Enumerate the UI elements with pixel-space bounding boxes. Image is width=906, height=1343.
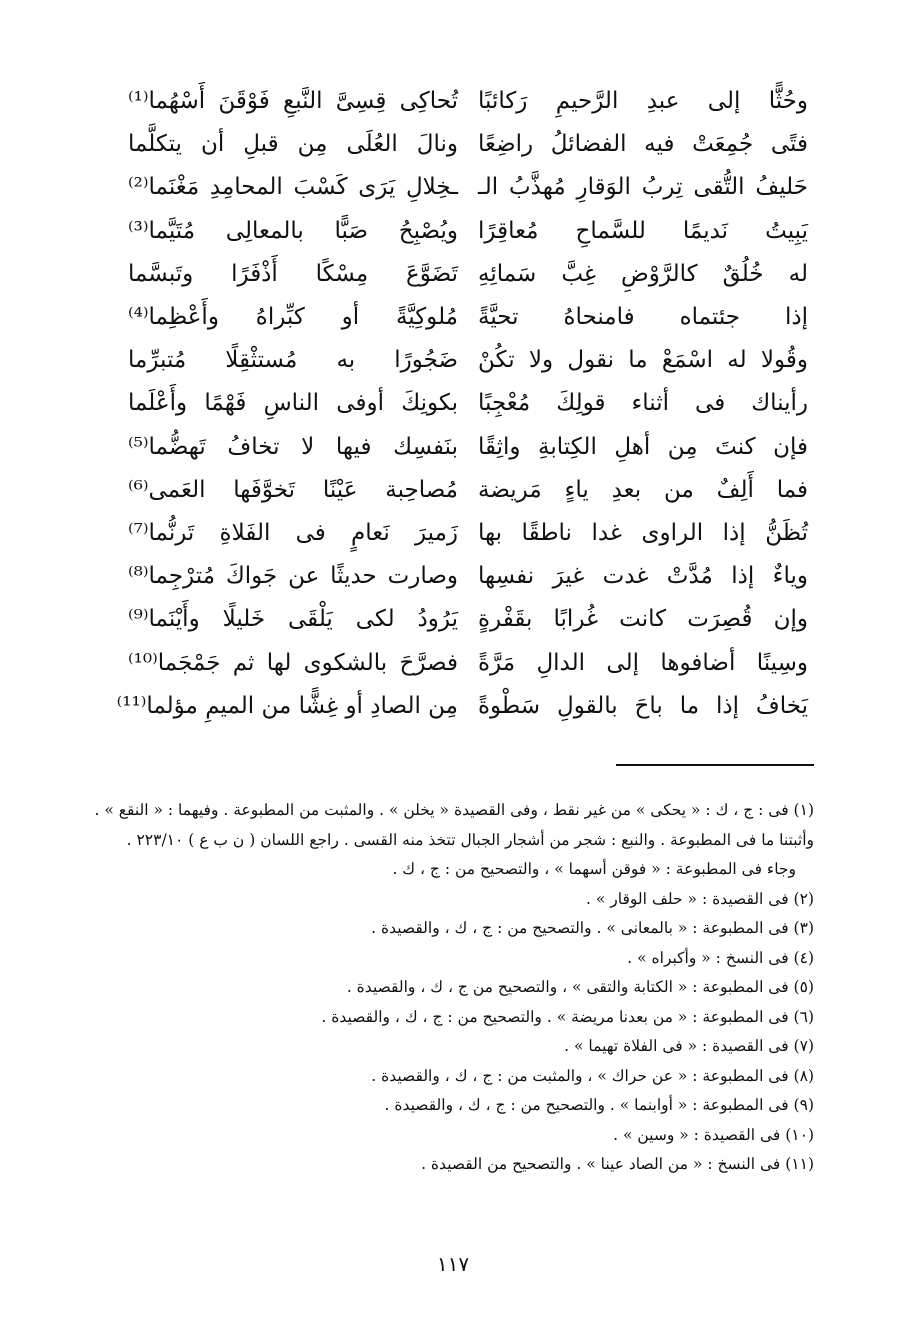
verse-second-hemistich: مُصاحِبة عَيْنًا تَخوَّفَها العَمى⁽⁶⁾ bbox=[128, 476, 458, 503]
verse-first-hemistich: وإن قُصِرَت كانت غُرابًا بقَفْرةٍ bbox=[478, 606, 808, 633]
verse-row bbox=[128, 253, 808, 296]
footnote: (١٠) فى القصيدة : « وسين » . bbox=[613, 1125, 814, 1144]
footnote: (٣) فى المطبوعة : « بالمعانى » . والتصحيح من : ج ، ك ، والقصيدة . bbox=[371, 919, 814, 937]
footnote: (٩) فى المطبوعة : « أوابنما » . والتصحيح من : ج ، ك ، والقصيدة . bbox=[384, 1096, 814, 1114]
verse-row bbox=[128, 469, 808, 512]
verse-second-hemistich: مِن الصادِ أو غِشًّا من الميمِ مؤلما⁽¹¹⁾ bbox=[116, 692, 458, 719]
footnote: وأثبتنا ما فى المطبوعة . والنبع : شجر من أشجار الجبال تتخذ منه القسى . راجع اللسان ( ن ب ع ) ٢٢٣/١٠ . bbox=[126, 830, 814, 849]
verse-first-hemistich: يَبِيتُ نَديمًا للسَّماحِ مُعاقِرًا bbox=[478, 217, 808, 244]
footnotes bbox=[90, 796, 814, 1180]
verse-row bbox=[128, 166, 808, 209]
verse-row bbox=[128, 210, 808, 253]
footnote: (٦) فى المطبوعة : « من بعدنا مريضة » . والتصحيح من : ج ، ك ، والقصيدة . bbox=[321, 1007, 814, 1026]
verse-row bbox=[128, 339, 808, 382]
footnote: (٤) فى النسخ : « وأكبراه » . bbox=[627, 948, 814, 967]
verse-second-hemistich: مُلوكِيَّةً أو كبِّراهُ وأَعْظِما⁽⁴⁾ bbox=[128, 304, 458, 331]
verse-row bbox=[128, 512, 808, 555]
verse-first-hemistich: رأيناك فى أثناء قولِكَ مُعْجِبًا bbox=[478, 390, 808, 417]
footnote: (٢) فى القصيدة : « حلف الوقار » . bbox=[586, 889, 814, 908]
verse-first-hemistich: يَخافُ إذا ما باحَ بالقولِ سَطْوةً bbox=[478, 692, 808, 719]
verse-second-hemistich: تَضَوَّعَ مِسْكًا أَذْفَرًا وتَبسَّما bbox=[128, 260, 458, 287]
verse-first-hemistich: حَليفُ التُّقى تِربُ الوَقارِ مُهذَّبُ الـ bbox=[478, 174, 808, 201]
verse-second-hemistich: ونالَ العُلَى مِن قبلِ أن يتكلَّما bbox=[128, 131, 458, 158]
verse-first-hemistich: فإن كنتَ مِن أهلِ الكِتابةِ واثِقًا bbox=[478, 433, 808, 460]
page-number: ١١٧ bbox=[436, 1252, 470, 1276]
footnote: (١) فى : ج ، ك : « يحكى » من غير نقط ، وفى القصيدة « يخلن » . والمثبت من المطبوعة . وفيهما : « النقع » . bbox=[94, 801, 814, 819]
footnote: (٨) فى المطبوعة : « عن حراك » ، والمثبت من : ج ، ك ، والقصيدة . bbox=[371, 1066, 814, 1085]
verse-first-hemistich: وقُولا له اسْمَعْ ما نقول ولا تكُنْ bbox=[478, 347, 808, 374]
verse-row bbox=[116, 685, 808, 728]
verse-row bbox=[128, 598, 808, 641]
footnote: (٧) فى القصيدة : « فى الفلاة تهيما » . bbox=[564, 1037, 814, 1055]
verse-second-hemistich: ـخِلالِ يَرَى كَسْبَ المحامِدِ مَغْنَما⁽²⁾ bbox=[128, 174, 458, 201]
verse-row bbox=[128, 382, 808, 425]
verse-row bbox=[128, 426, 808, 469]
verse-second-hemistich: وصارت حديثًا عن جَواكَ مُترْجِما⁽⁸⁾ bbox=[128, 563, 458, 590]
verse-first-hemistich: فما أَلِفٌ من بعدِ ياءٍ مَريضة bbox=[478, 476, 808, 503]
verse-row bbox=[128, 555, 808, 598]
verse-first-hemistich: تُظَنُّ إذا الراوى غدا ناطقًا بها bbox=[478, 519, 808, 546]
verse-first-hemistich: إذا جئتماه فامنحاهُ تحيَّةً bbox=[478, 304, 808, 331]
verse-second-hemistich: بنَفسِك فيها لا تخافُ تَهضُّما⁽⁵⁾ bbox=[128, 433, 458, 460]
footnote: (٥) فى المطبوعة : « الكتابة والتقى » ، والتصحيح من ج ، ك ، والقصيدة . bbox=[346, 978, 814, 996]
verse-second-hemistich: زَميرَ نَعامٍ فى الفَلاةِ تَرنُّما⁽⁷⁾ bbox=[128, 519, 458, 546]
verse-second-hemistich: ويُصْبِحُ صَبًّا بالمعالِى مُتَيَّما⁽³⁾ bbox=[128, 217, 458, 244]
footnote: وجاء فى المطبوعة : « فوقن أسهما » ، والتصحيح من : ج ، ك . bbox=[392, 860, 796, 878]
verse-first-hemistich: وحُثًّا إلى عبدِ الرَّحيمِ رَكائبًا bbox=[478, 88, 808, 115]
footnote: (١١) فى النسخ : « من الصاد عينا » . والتصحيح من القصيدة . bbox=[421, 1155, 814, 1173]
verse-second-hemistich: بكونِكَ أوفى الناسِ فَهْمًا وأَعْلَما bbox=[128, 390, 458, 417]
verse-first-hemistich: وسِينًا أضافوها إلى الدالِ مَرَّةً bbox=[478, 649, 808, 676]
verse-second-hemistich: فصرَّحَ بالشكوى لها ثم جَمْجَما⁽¹⁰⁾ bbox=[128, 649, 458, 676]
verse-second-hemistich: يَرُودُ لكى يَلْقَى خَليلًا وأَيْنَما⁽⁹⁾ bbox=[128, 606, 458, 633]
verse-row bbox=[128, 123, 808, 166]
verse-second-hemistich: ضَجُورًا به مُستثْقِلًا مُتبرِّما bbox=[128, 347, 458, 374]
verse-row bbox=[128, 80, 808, 123]
footnote-separator bbox=[616, 764, 814, 766]
verse-first-hemistich: فتًى جُمِعَتْ فيه الفضائلُ راضِعًا bbox=[478, 131, 808, 158]
verse-second-hemistich: تُحاكِى قِسِىَّ النَّبعِ فَوْقَنَ أَسْهُما⁽¹⁾ bbox=[128, 88, 458, 115]
verse-row bbox=[128, 296, 808, 339]
verse-first-hemistich: وياءٌ إذا مُدَّتْ غدت غيرَ نفسِها bbox=[478, 563, 808, 590]
verse-first-hemistich: له خُلُقٌ كالرَّوْضِ غِبَّ سَمائِهِ bbox=[478, 260, 808, 287]
poem bbox=[116, 80, 808, 728]
verse-row bbox=[128, 641, 808, 684]
